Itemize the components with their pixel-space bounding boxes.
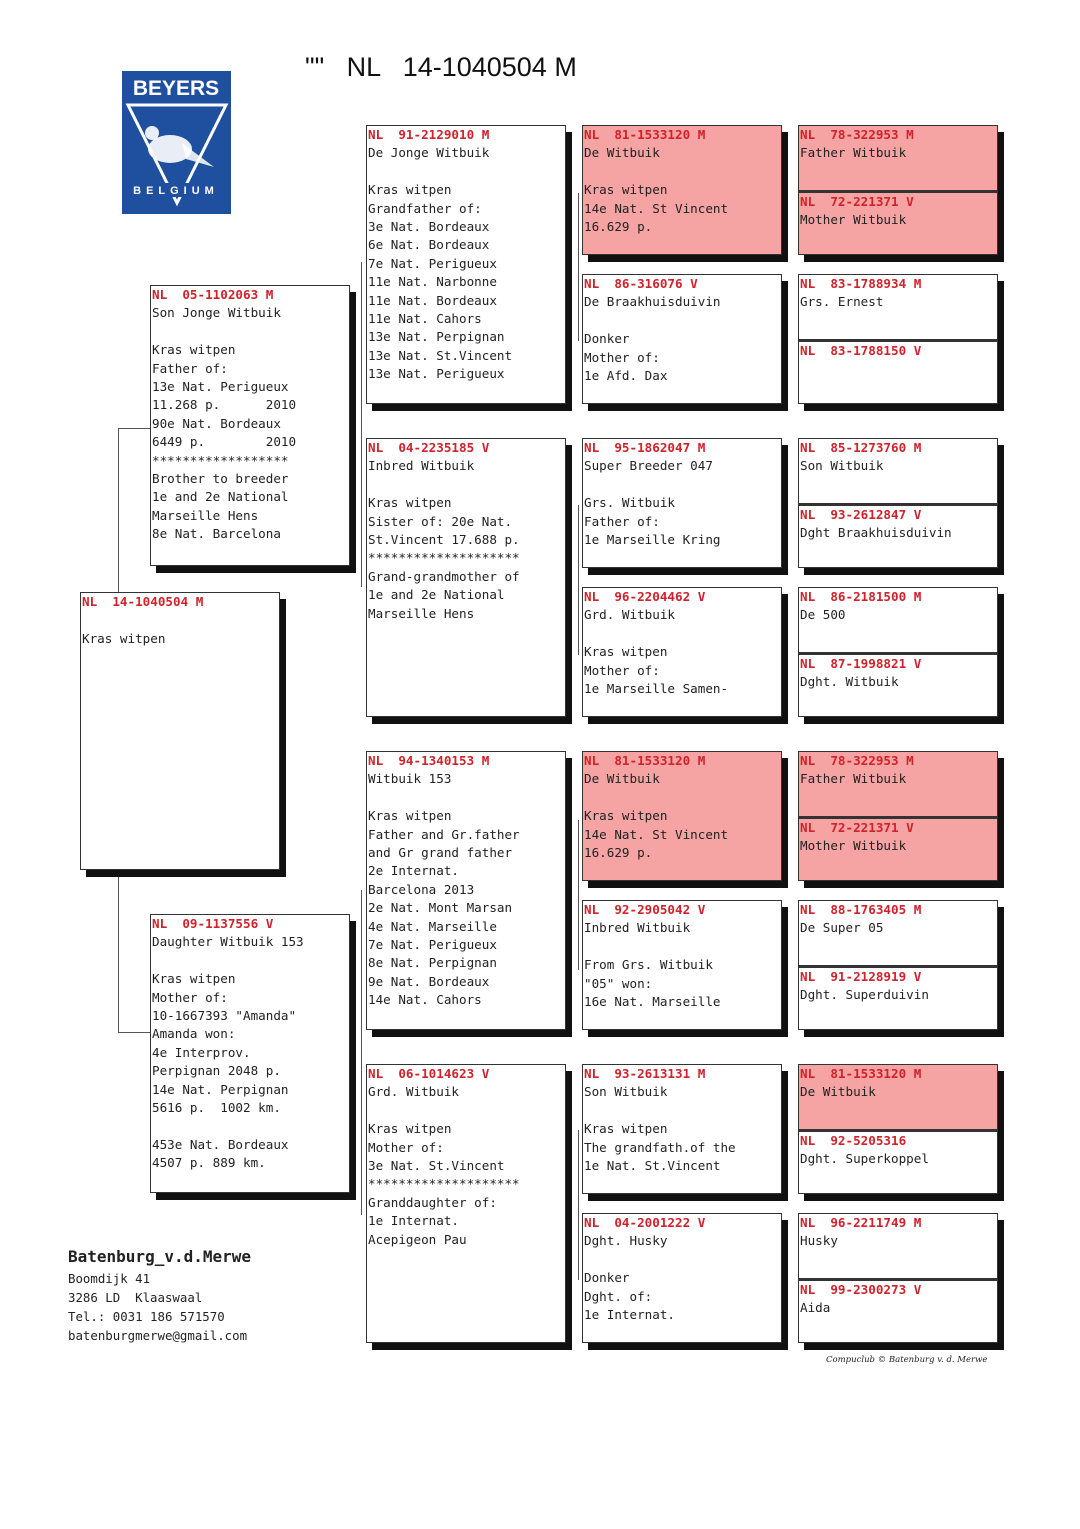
ancestor-name: De Super 05 <box>800 920 884 936</box>
female-ancestor <box>799 965 997 1029</box>
ancestor-name: De Witbuik <box>800 1084 876 1100</box>
male-ancestor <box>799 1214 997 1278</box>
connector-line <box>118 428 150 429</box>
connector-line <box>578 1130 579 1280</box>
female-ancestor <box>799 652 997 716</box>
ring-number: NL 92-5205316 <box>800 1133 907 1148</box>
grandparent-description: De Jonge Witbuik Kras witpen Grandfather of: 3e Nat. Bordeaux 6e Nat. Bordeaux 7e Nat. Perigueux 11e Nat. Narbonne 11e Nat. Bordeaux 11e Nat. Cahors 13e Nat. Perpignan 13e Nat. St.Vincent 13e Nat. Perigueux <box>368 145 513 382</box>
great-great-grandparents-card <box>798 900 998 1030</box>
ring-number: NL 78-322953 M <box>800 127 914 142</box>
grandparent-card <box>366 438 566 717</box>
ancestor-name: Dght. Superkoppel <box>800 1151 929 1167</box>
male-ancestor <box>799 1065 997 1129</box>
great-grandparent-description: De Witbuik Kras witpen 14e Nat. St Vincent 16.629 p. <box>584 771 729 861</box>
female-ancestor <box>799 503 997 567</box>
ring-number: NL 96-2204462 V <box>584 589 706 604</box>
breeder-city: 3286 LD Klaaswaal <box>68 1290 203 1305</box>
breeder-email: batenburgmerwe@gmail.com <box>68 1328 248 1343</box>
ancestor-name: Mother Witbuik <box>800 838 907 854</box>
grandparent-description: Inbred Witbuik Kras witpen Sister of: 20e Nat. St.Vincent 17.688 p. ******************** Grand-grandmother of 1e and 2e National Marseille Hens <box>368 458 520 621</box>
great-great-grandparents-card <box>798 1213 998 1343</box>
ancestor-name: Aida <box>800 1300 831 1316</box>
ring-number: NL 85-1273760 M <box>800 440 922 455</box>
ring-number: NL 81-1533120 M <box>800 1066 922 1081</box>
software-credit: Compuclub © Batenburg v. d. Merwe <box>826 1355 988 1365</box>
ancestor-name: Father Witbuik <box>800 771 907 787</box>
connector-line <box>118 872 119 1032</box>
dam-card <box>150 914 350 1193</box>
breeder-phone: Tel.: 0031 186 571570 <box>68 1309 225 1324</box>
ring-number: NL 06-1014623 V <box>368 1066 490 1081</box>
ancestor-name: Dght. Witbuik <box>800 674 899 690</box>
grandparent-card <box>366 125 566 404</box>
sire-description: Son Jonge Witbuik Kras witpen Father of: 13e Nat. Perigueux 11.268 p. 2010 90e Nat. Bordeaux 6449 p. 2010 ****************** Brother to breeder 1e and 2e National Marseille Hens 8e Nat. Barcelona <box>152 305 297 542</box>
great-grandparent-card <box>582 751 782 881</box>
ancestor-name: Father Witbuik <box>800 145 907 161</box>
great-grandparent-card <box>582 274 782 404</box>
ring-number: NL 86-2181500 M <box>800 589 922 604</box>
male-ancestor <box>799 901 997 965</box>
ring-number: NL 83-1788934 M <box>800 276 922 291</box>
ring-number: NL 09-1137556 V <box>152 916 274 931</box>
ring-number: NL 72-221371 V <box>800 194 914 209</box>
pigeon-card <box>80 592 280 870</box>
male-ancestor <box>799 752 997 816</box>
ancestor-name: Dght Braakhuisduivin <box>800 525 952 541</box>
ring-number: NL 05-1102063 M <box>152 287 274 302</box>
breeder-name: Batenburg_v.d.Merwe <box>68 1247 252 1266</box>
great-great-grandparents-card <box>798 1064 998 1194</box>
great-grandparent-description: Inbred Witbuik From Grs. Witbuik "05" won: 16e Nat. Marseille <box>584 920 721 1010</box>
ring-number: NL 87-1998821 V <box>800 656 922 671</box>
ring-number: NL 95-1862047 M <box>584 440 706 455</box>
ring-number: NL 86-316076 V <box>584 276 698 291</box>
great-grandparent-description: Dght. Husky Donker Dght. of: 1e Internat. <box>584 1233 675 1323</box>
ring-number: NL 83-1788150 V <box>800 343 922 358</box>
female-ancestor <box>799 816 997 880</box>
connector-line <box>578 505 579 655</box>
great-great-grandparents-card <box>798 751 998 881</box>
great-great-grandparents-card <box>798 274 998 404</box>
ring-number: NL 81-1533120 M <box>584 753 706 768</box>
great-grandparent-description: De Braakhuisduivin Donker Mother of: 1e Afd. Dax <box>584 294 721 384</box>
grandparent-card <box>366 751 566 1030</box>
ancestor-name: Husky <box>800 1233 838 1249</box>
ring-number: NL 04-2235185 V <box>368 440 490 455</box>
female-ancestor <box>799 190 997 254</box>
great-great-grandparents-card <box>798 587 998 717</box>
connector-line <box>578 193 579 341</box>
ring-number: NL 88-1763405 M <box>800 902 922 917</box>
sire-card <box>150 285 350 566</box>
ring-number: NL 93-2613131 M <box>584 1066 706 1081</box>
connector-line <box>118 1032 150 1033</box>
beyers-belgium-logo <box>122 71 231 214</box>
great-grandparent-description: Super Breeder 047 Grs. Witbuik Father of: 1e Marseille Kring <box>584 458 721 548</box>
connector-line <box>361 890 362 1215</box>
ancestor-name: Grs. Ernest <box>800 294 884 310</box>
male-ancestor <box>799 275 997 339</box>
great-grandparent-card <box>582 1213 782 1343</box>
ring-number: NL 93-2612847 V <box>800 507 922 522</box>
page-title: "" NL 14-1040504 M <box>305 52 577 82</box>
ring-number: NL 94-1340153 M <box>368 753 490 768</box>
ancestor-name: Mother Witbuik <box>800 212 907 228</box>
male-ancestor <box>799 126 997 190</box>
grandparent-description: Grd. Witbuik Kras witpen Mother of: 3e Nat. St.Vincent ******************** Granddaughter of: 1e Internat. Acepigeon Pau <box>368 1084 520 1247</box>
ring-number: NL 99-2300273 V <box>800 1282 922 1297</box>
breeder-contact <box>68 1245 251 1345</box>
ancestor-name: Son Witbuik <box>800 458 884 474</box>
ring-number: NL 96-2211749 M <box>800 1215 922 1230</box>
ancestor-name: De 500 <box>800 607 846 623</box>
logo-bottom-text: BELGIUM <box>133 185 219 197</box>
ring-number: NL 92-2905042 V <box>584 902 706 917</box>
male-ancestor <box>799 439 997 503</box>
ancestor-name: Dght. Superduivin <box>800 987 929 1003</box>
ring-number: NL 78-322953 M <box>800 753 914 768</box>
female-ancestor <box>799 339 997 403</box>
ring-number: NL 91-2129010 M <box>368 127 490 142</box>
dam-description: Daughter Witbuik 153 Kras witpen Mother of: 10-1667393 "Amanda" Amanda won: 4e Interprov. Perpignan 2048 p. 14e Nat. Perpignan 5616 p. 1002 km. 453e Nat. Bordeaux 4507 p. 889 km. <box>152 934 304 1171</box>
pigeon-description: Kras witpen <box>82 630 166 646</box>
connector-line <box>361 262 362 587</box>
ring-number: NL 72-221371 V <box>800 820 914 835</box>
great-grandparent-card <box>582 125 782 255</box>
female-ancestor <box>799 1278 997 1342</box>
great-great-grandparents-card <box>798 125 998 255</box>
ring-number: NL 91-2128919 V <box>800 969 922 984</box>
connector-line <box>118 428 119 594</box>
ring-number: NL 81-1533120 M <box>584 127 706 142</box>
connector-line <box>578 820 579 970</box>
grandparent-description: Witbuik 153 Kras witpen Father and Gr.father and Gr grand father 2e Internat. Barcelona 2013 2e Nat. Mont Marsan 4e Nat. Marseille 7e Nat. Perigueux 8e Nat. Perpignan 9e Nat. Bordeaux 14e Nat. Cahors <box>368 771 520 1008</box>
great-great-grandparents-card <box>798 438 998 568</box>
great-grandparent-description: De Witbuik Kras witpen 14e Nat. St Vincent 16.629 p. <box>584 145 729 235</box>
ring-number: NL 04-2001222 V <box>584 1215 706 1230</box>
great-grandparent-description: Son Witbuik Kras witpen The grandfath.of the 1e Nat. St.Vincent <box>584 1084 736 1174</box>
grandparent-card <box>366 1064 566 1343</box>
male-ancestor <box>799 588 997 652</box>
great-grandparent-description: Grd. Witbuik Kras witpen Mother of: 1e Marseille Samen- <box>584 607 729 697</box>
breeder-address: Boomdijk 41 <box>68 1271 151 1286</box>
ring-number: NL 14-1040504 M <box>82 594 204 609</box>
great-grandparent-card <box>582 900 782 1030</box>
great-grandparent-card <box>582 587 782 717</box>
female-ancestor <box>799 1129 997 1193</box>
great-grandparent-card <box>582 438 782 568</box>
great-grandparent-card <box>582 1064 782 1194</box>
logo-top-text: BEYERS <box>132 77 220 100</box>
